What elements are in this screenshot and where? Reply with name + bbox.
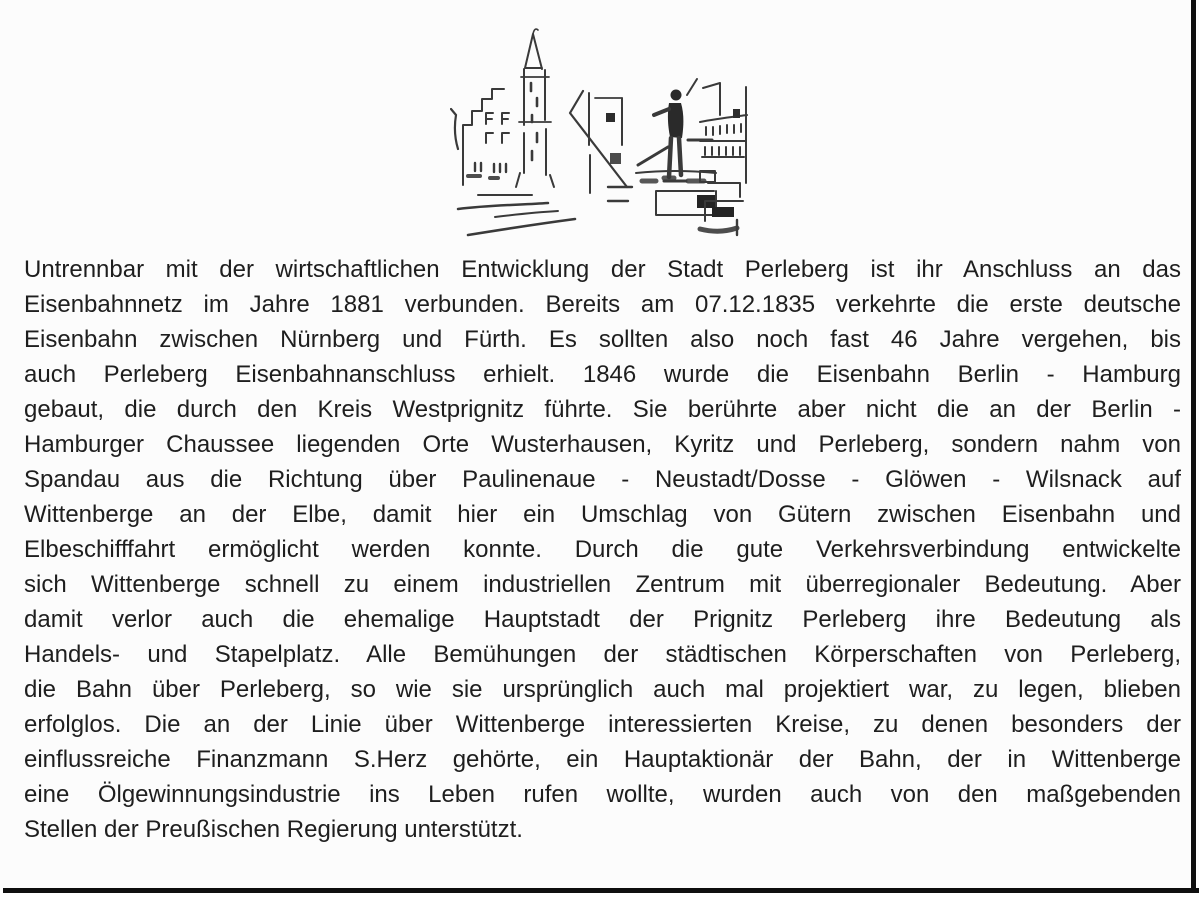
text-line: gebaut, die durch den Kreis Westprignitz führte. Sie berührte aber nicht die an der Berlin - (24, 396, 1181, 423)
text-line: Eisenbahnnetz im Jahre 1881 verbunden. Bereits am 07.12.1835 verkehrte die erste deutsche (24, 291, 1181, 318)
street-diagonals (570, 91, 632, 201)
town-hall-spire-tower (516, 29, 554, 187)
market-facades (700, 83, 747, 221)
text-line: Wittenberge an der Elbe, damit hier ein Umschlag von Gütern zwischen Eisenbahn und (24, 501, 1181, 528)
text-line: sich Wittenberge schnell zu einem industriellen Zentrum mit überregionaler Bedeutung. Aber (24, 571, 1181, 598)
statue-pedestal (636, 171, 737, 235)
text-line: Spandau aus die Richtung über Paulinenaue - Neustadt/Dosse - Glöwen - Wilsnack auf (24, 466, 1181, 493)
text-line: die Bahn über Perleberg, so wie sie ursprünglich auch mal projektiert war, zu legen, blieben (24, 676, 1181, 703)
text-line: auch Perleberg Eisenbahnanschluss erhielt. 1846 wurde die Eisenbahn Berlin - Hamburg (24, 361, 1181, 388)
town-square-sketch-illustration (450, 25, 750, 248)
text-line: Stellen der Preußischen Regierung unterstützt. (24, 816, 523, 843)
text-line: Eisenbahn zwischen Nürnberg und Fürth. Es sollten also noch fast 46 Jahre vergehen, bis (24, 326, 1181, 353)
page-frame-right-rule (1191, 0, 1196, 891)
text-line: Untrennbar mit der wirtschaftlichen Entwicklung der Stadt Perleberg ist ihr Anschluss an das (24, 256, 1181, 283)
page-frame-bottom-rule (3, 888, 1199, 893)
ground-strokes (458, 195, 575, 235)
text-line: Handels- und Stapelplatz. Alle Bemühungen der städtischen Körperschaften von Perleberg, (24, 641, 1181, 668)
text-line: Hamburger Chaussee liegenden Orte Wusterhausen, Kyritz und Perleberg, sondern nahm von (24, 431, 1181, 458)
text-line: damit verlor auch die ehemalige Hauptstadt der Prignitz Perleberg ihre Bedeutung als (24, 606, 1181, 633)
roland-statue (638, 79, 712, 181)
text-line: eine Ölgewinnungsindustrie ins Leben rufen wollte, wurden auch von den maßgebenden (24, 781, 1181, 808)
text-line: einflussreiche Finanzmann S.Herz gehörte, ein Hauptaktionär der Bahn, der in Wittenberge (24, 746, 1181, 773)
text-line: Elbeschifffahrt ermöglicht werden konnte. Durch die gute Verkehrsverbindung entwickelte (24, 536, 1181, 563)
stepped-gable-building (451, 89, 509, 185)
text-line: erfolglos. Die an der Linie über Wittenberge interessierten Kreise, zu denen besonders der (24, 711, 1181, 738)
history-paragraph (24, 252, 1181, 847)
